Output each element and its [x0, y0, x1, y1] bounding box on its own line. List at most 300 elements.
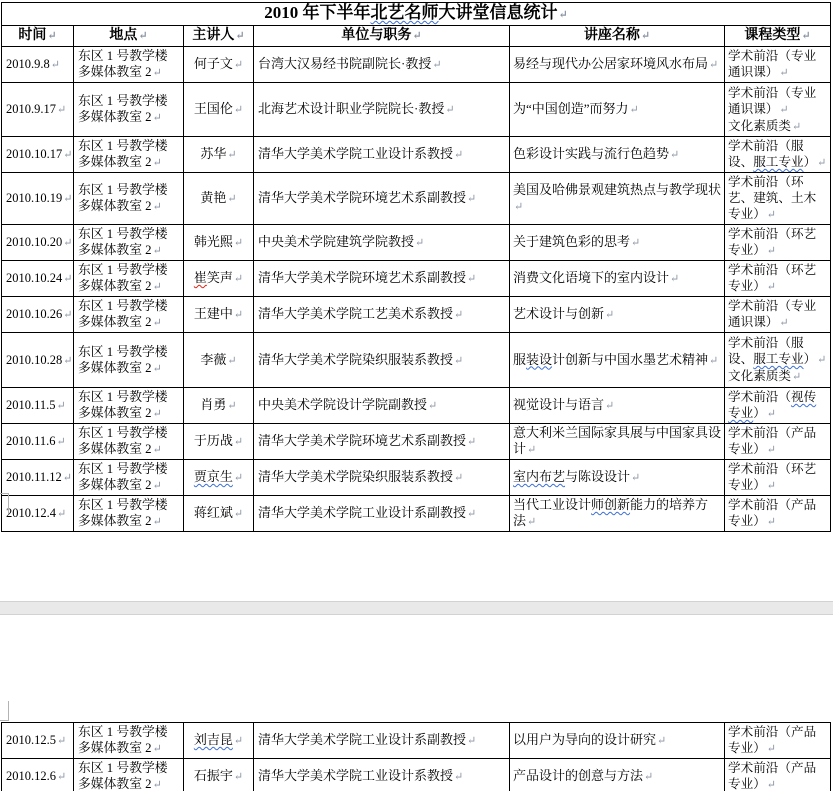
unit-text: 清华大学美术学院工业设计系副教授: [258, 732, 467, 747]
cell-unit-title[interactable]: [254, 723, 510, 759]
cell-course-type[interactable]: [725, 424, 831, 460]
cell-time[interactable]: [2, 225, 74, 261]
paragraph-mark-icon: ↵: [57, 735, 67, 747]
date-text: 2010.10.17: [6, 147, 63, 161]
location-line-1: 东区 1 号教学楼: [78, 49, 168, 63]
cell-unit-title[interactable]: [254, 297, 510, 333]
cell-location[interactable]: [74, 137, 184, 173]
paragraph-mark-icon: ↵: [152, 317, 162, 329]
cell-lecture-name[interactable]: [510, 424, 725, 460]
cell-lecture-name[interactable]: [510, 333, 725, 388]
cell-location[interactable]: [74, 460, 184, 496]
text-run: 能力的培养方法: [513, 497, 709, 528]
location-line-2: 多媒体教室 2↵: [78, 514, 162, 528]
cell-unit-title[interactable]: [254, 496, 510, 532]
text-run: 韩光熙: [193, 234, 233, 249]
paragraph-mark-icon: ↵: [445, 104, 455, 116]
cell-course-type[interactable]: [725, 496, 831, 532]
cell-course-type[interactable]: [725, 261, 831, 297]
column-header-3[interactable]: [254, 26, 510, 47]
course-type-paragraph: [728, 335, 828, 368]
unit-text: 清华大学美术学院工业设计系教授: [258, 146, 454, 161]
paragraph-mark-icon: ↵: [766, 743, 776, 755]
location-line-2: 多媒体教室 2↵: [78, 155, 162, 169]
course-type-paragraph: [728, 262, 828, 295]
location-line-1: 东区 1 号教学楼: [78, 390, 168, 404]
cell-lecture-name[interactable]: [510, 723, 725, 759]
cell-unit-title[interactable]: [254, 47, 510, 83]
paragraph-mark-icon: ↵: [605, 400, 615, 412]
spellcheck-wavy-text: 刘吉昆: [193, 732, 233, 747]
paragraph-mark-icon: ↵: [766, 209, 776, 221]
cell-lecture-name[interactable]: [510, 137, 725, 173]
text-run: 文化素质类: [728, 369, 791, 383]
date-text: 2010.10.26: [6, 307, 63, 321]
paragraph-mark-icon: ↵: [657, 735, 667, 747]
table-row: [2, 225, 831, 261]
date-text: 2010.9.17: [6, 102, 56, 116]
cell-course-type[interactable]: [725, 47, 831, 83]
paragraph-mark-icon: ↵: [233, 735, 244, 747]
cell-lecture-name[interactable]: [510, 83, 725, 137]
unit-text: 清华大学美术学院环境艺术系副教授: [258, 190, 467, 205]
paragraph-mark-icon: ↵: [152, 245, 162, 257]
table-row: [2, 460, 831, 496]
cell-time[interactable]: [2, 460, 74, 496]
paragraph-mark-icon: ↵: [766, 245, 776, 257]
course-type-paragraph: [728, 174, 828, 223]
paragraph-mark-icon: ↵: [233, 104, 244, 116]
cell-unit-title[interactable]: [254, 261, 510, 297]
paragraph-mark-icon: ↵: [817, 354, 827, 366]
header-text: 地点: [109, 28, 138, 43]
cell-time[interactable]: [2, 759, 74, 791]
paragraph-mark-icon: ↵: [152, 201, 162, 213]
location-line-2: 多媒体教室 2↵: [78, 442, 162, 456]
text-run: 以用户为导向的设计研究: [513, 732, 657, 747]
paragraph-mark-icon: ↵: [152, 743, 162, 755]
cell-speaker[interactable]: [184, 333, 254, 388]
cell-location[interactable]: [74, 388, 184, 424]
text-run: 美国及哈佛景观建筑热点与教学现状: [513, 182, 722, 197]
paragraph-mark-icon: ↵: [227, 149, 237, 161]
paragraph-mark-icon: ↵: [514, 201, 524, 213]
location-line-2: 多媒体教室 2↵: [78, 243, 162, 257]
cell-lecture-name[interactable]: [510, 759, 725, 791]
date-text: 2010.12.5: [6, 733, 56, 747]
course-type-paragraph: [728, 85, 828, 118]
cell-location[interactable]: [74, 496, 184, 532]
paragraph-mark-icon: ↵: [63, 309, 73, 321]
cell-course-type[interactable]: [725, 137, 831, 173]
cell-time[interactable]: [2, 261, 74, 297]
cell-lecture-name[interactable]: [510, 460, 725, 496]
course-type-paragraph: [728, 760, 828, 791]
course-type-paragraph: [728, 389, 828, 422]
paragraph-mark-icon: ↵: [56, 400, 66, 412]
location-line-2: 多媒体教室 2↵: [78, 478, 162, 492]
paragraph-mark-icon: ↵: [454, 354, 464, 367]
cell-time[interactable]: [2, 723, 74, 759]
cell-location[interactable]: [74, 297, 184, 333]
cell-speaker[interactable]: [184, 261, 254, 297]
paragraph-mark-icon: ↵: [152, 444, 162, 456]
cell-location[interactable]: [74, 83, 184, 137]
lecture-info-table-page1[interactable]: [1, 2, 831, 532]
paragraph-mark-icon: ↵: [817, 157, 827, 169]
course-type-paragraph: [728, 461, 828, 494]
paragraph-mark-icon: ↵: [56, 436, 66, 448]
cell-speaker[interactable]: [184, 173, 254, 225]
cell-time[interactable]: [2, 173, 74, 225]
cell-time[interactable]: [2, 333, 74, 388]
table-row: [2, 388, 831, 424]
location-line-2: 多媒体教室 2↵: [78, 406, 162, 420]
table-row: [2, 83, 831, 137]
text-run: 学术前沿（环艺专业）: [728, 462, 817, 492]
paragraph-mark-icon: ↵: [670, 273, 680, 285]
table-row: [2, 261, 831, 297]
cell-time[interactable]: [2, 388, 74, 424]
course-type-paragraph: [728, 226, 828, 259]
column-header-5[interactable]: [725, 26, 831, 47]
location-line-2: 多媒体教室 2↵: [78, 315, 162, 329]
location-line-1: 东区 1 号教学楼: [78, 94, 168, 108]
table-row: [2, 137, 831, 173]
location-line-2: 多媒体教室 2↵: [78, 110, 162, 124]
cell-time[interactable]: [2, 47, 74, 83]
paragraph-mark-icon: ↵: [709, 354, 719, 367]
paragraph-mark-icon: ↵: [766, 444, 776, 456]
cell-unit-title[interactable]: [254, 460, 510, 496]
cell-unit-title[interactable]: [254, 225, 510, 261]
date-text: 2010.12.6: [6, 769, 56, 783]
location-line-1: 东区 1 号教学楼: [78, 227, 168, 241]
title-wavy-text: 北艺名师: [370, 3, 439, 22]
location-line-1: 东区 1 号教学楼: [78, 426, 168, 440]
paragraph-mark-icon: ↵: [454, 771, 464, 783]
paragraph-mark-icon: ↵: [57, 771, 67, 783]
paragraph-mark-icon: ↵: [527, 516, 537, 528]
text-run: 何子文: [193, 56, 233, 71]
spellcheck-wavy-text: 室内布艺: [513, 469, 566, 484]
paragraph-mark-icon: ↵: [233, 59, 244, 71]
text-run: 学术前沿（产品专业）: [728, 725, 817, 755]
paragraph-mark-icon: ↵: [779, 103, 789, 116]
unit-text: 北海艺术设计职业学院院长·教授: [258, 101, 445, 116]
cell-course-type[interactable]: [725, 460, 831, 496]
cell-speaker[interactable]: [184, 137, 254, 173]
paragraph-mark-icon: ↵: [467, 508, 477, 520]
column-header-1[interactable]: [74, 26, 184, 47]
unit-text: 清华大学美术学院工业设计系教授: [258, 768, 454, 783]
header-text: 主讲人: [192, 28, 235, 43]
paragraph-mark-icon: ↵: [227, 354, 237, 367]
cell-course-type[interactable]: [725, 297, 831, 333]
text-run: 肖勇: [200, 397, 227, 412]
spellcheck-wavy-text: 服工专业: [753, 155, 804, 169]
cell-lecture-name[interactable]: [510, 388, 725, 424]
paragraph-mark-icon: ↵: [152, 112, 162, 124]
text-run: 于历战: [193, 433, 233, 448]
text-run: 学术前沿（专业通识课）: [728, 49, 817, 79]
cell-course-type[interactable]: [725, 173, 831, 225]
text-run: 产品设计的创意与方法: [513, 768, 644, 783]
text-run: 计创新与中国水墨艺术精神: [552, 351, 709, 367]
cell-lecture-name[interactable]: [510, 47, 725, 83]
paragraph-mark-icon: ↵: [235, 30, 245, 42]
date-text: 2010.10.28: [6, 352, 63, 367]
cell-speaker[interactable]: [184, 225, 254, 261]
course-type-paragraph: [728, 48, 828, 81]
location-line-1: 东区 1 号教学楼: [78, 462, 168, 476]
date-text: 2010.12.4: [6, 506, 56, 520]
column-header-0[interactable]: [2, 26, 74, 47]
paragraph-mark-icon: ↵: [63, 354, 73, 367]
table-row: [2, 496, 831, 532]
cell-unit-title[interactable]: [254, 424, 510, 460]
paragraph-mark-icon: ↵: [791, 120, 802, 133]
location-line-1: 东区 1 号教学楼: [78, 263, 168, 277]
cell-location[interactable]: [74, 261, 184, 297]
text-run: 学术前沿（专业通识课）: [728, 85, 817, 116]
cell-speaker[interactable]: [184, 297, 254, 333]
cell-time[interactable]: [2, 297, 74, 333]
paragraph-mark-icon: ↵: [152, 408, 162, 420]
table-row: [2, 424, 831, 460]
paragraph-mark-icon: ↵: [63, 237, 73, 249]
paragraph-mark-icon: ↵: [766, 281, 776, 293]
table-row: [2, 333, 831, 388]
date-text: 2010.11.5: [6, 398, 56, 412]
paragraph-mark-icon: ↵: [454, 472, 464, 484]
paragraph-mark-icon: ↵: [233, 508, 244, 520]
page-margin-corner-mark-top: [0, 701, 9, 721]
text-run: 消费文化语境下的室内设计: [513, 270, 670, 285]
text-run: 学术前沿（环艺专业）: [728, 263, 817, 293]
paragraph-mark-icon: ↵: [670, 149, 680, 161]
course-type-paragraph: [728, 368, 828, 385]
paragraph-mark-icon: ↵: [791, 371, 802, 383]
paragraph-mark-icon: ↵: [152, 67, 162, 79]
cell-course-type[interactable]: [725, 225, 831, 261]
title-row: [2, 3, 831, 26]
paragraph-mark-icon: ↵: [766, 408, 776, 420]
cell-unit-title[interactable]: [254, 83, 510, 137]
location-line-1: 东区 1 号教学楼: [78, 139, 168, 153]
text-run: 与陈设设计: [565, 469, 631, 484]
cell-course-type[interactable]: [725, 83, 831, 137]
date-text: 2010.10.19: [6, 191, 63, 205]
paragraph-mark-icon: ↵: [152, 516, 162, 528]
cell-course-type[interactable]: [725, 759, 831, 791]
page-margin-corner-mark-bottom: [0, 493, 9, 514]
title-text: 大讲堂信息统计: [438, 3, 558, 22]
course-type-paragraph: [728, 118, 828, 135]
course-type-paragraph: [728, 425, 828, 458]
cell-location[interactable]: [74, 723, 184, 759]
paragraph-mark-icon: ↵: [233, 436, 244, 448]
header-text: 单位与职务: [341, 28, 412, 43]
header-text: 课程类型: [744, 28, 801, 43]
text-run: 易经与现代办公居家环境风水布局: [513, 56, 709, 71]
paragraph-mark-icon: ↵: [709, 59, 719, 71]
paragraph-mark-icon: ↵: [631, 237, 641, 249]
cell-location[interactable]: [74, 759, 184, 791]
location-line-2: 多媒体教室 2↵: [78, 199, 162, 213]
table-row: [2, 297, 831, 333]
paragraph-mark-icon: ↵: [558, 9, 568, 21]
cell-course-type[interactable]: [725, 388, 831, 424]
lecture-info-table-page2[interactable]: [1, 722, 831, 791]
paragraph-mark-icon: ↵: [233, 237, 244, 249]
document-title[interactable]: [2, 3, 831, 26]
cell-time[interactable]: [2, 424, 74, 460]
text-run: 学术前沿（服设、: [728, 139, 804, 169]
paragraph-mark-icon: ↵: [779, 317, 789, 329]
text-run: ）: [753, 406, 766, 420]
cell-course-type[interactable]: [725, 723, 831, 759]
cell-speaker[interactable]: [184, 460, 254, 496]
date-text: 2010.10.20: [6, 235, 63, 249]
text-run: 为“中国创造”而努力: [513, 101, 629, 116]
cell-location[interactable]: [74, 225, 184, 261]
cell-speaker[interactable]: [184, 759, 254, 791]
spellcheck-wavy-text: 服工专业: [753, 352, 804, 366]
text-run: 学术前沿（产品专业）: [728, 426, 817, 456]
text-run: 关于建筑色彩的思考: [513, 234, 631, 249]
paragraph-mark-icon: ↵: [454, 149, 464, 161]
location-line-1: 东区 1 号教学楼: [78, 183, 168, 197]
course-type-paragraph: [728, 138, 828, 171]
cell-lecture-name[interactable]: [510, 297, 725, 333]
text-run: 当代工业设计: [513, 497, 592, 512]
date-text: 2010.9.8: [6, 57, 50, 71]
cell-lecture-name[interactable]: [510, 173, 725, 225]
cell-time[interactable]: [2, 496, 74, 532]
location-line-1: 东区 1 号教学楼: [78, 299, 168, 313]
text-run: 王建中: [193, 306, 233, 321]
cell-unit-title[interactable]: [254, 759, 510, 791]
text-run: 苏华: [200, 146, 227, 161]
paragraph-mark-icon: ↵: [412, 30, 422, 42]
paragraph-mark-icon: ↵: [227, 400, 237, 412]
paragraph-mark-icon: ↵: [152, 480, 162, 492]
paragraph-mark-icon: ↵: [454, 309, 464, 321]
paragraph-mark-icon: ↵: [428, 400, 438, 412]
paragraph-mark-icon: ↵: [766, 516, 776, 528]
text-run: 黄艳: [200, 190, 227, 205]
text-run: ）: [803, 155, 817, 169]
cell-location[interactable]: [74, 47, 184, 83]
cell-location[interactable]: [74, 424, 184, 460]
cell-unit-title[interactable]: [254, 388, 510, 424]
paragraph-mark-icon: ↵: [63, 273, 73, 285]
paragraph-mark-icon: ↵: [57, 508, 67, 520]
course-type-paragraph: [728, 724, 828, 757]
text-run: 学术前沿（产品专业）: [728, 761, 817, 791]
header-text: 讲座名称: [583, 28, 640, 43]
text-run: 学术前沿（服设、: [728, 336, 804, 366]
column-header-4[interactable]: [510, 26, 725, 47]
cell-time[interactable]: [2, 137, 74, 173]
unit-text: 清华大学美术学院工业设计系副教授: [258, 505, 467, 520]
location-line-1: 东区 1 号教学楼: [78, 725, 168, 739]
location-line-1: 东区 1 号教学楼: [78, 761, 168, 775]
spellcheck-wavy-text: 视传专业: [728, 390, 817, 420]
text-run: 意大利米兰国际家具展与中国家具设计: [513, 425, 722, 456]
cell-location[interactable]: [74, 333, 184, 388]
cell-speaker[interactable]: [184, 388, 254, 424]
title-text: 2010 年下半年: [264, 3, 371, 22]
unit-text: 中央美术学院设计学院副教授: [258, 397, 428, 412]
column-header-2[interactable]: [184, 26, 254, 47]
table-row: [2, 759, 831, 791]
location-line-2: 多媒体教室 2↵: [78, 777, 162, 791]
paragraph-mark-icon: ↵: [467, 193, 477, 205]
cell-speaker[interactable]: [184, 83, 254, 137]
cell-lecture-name[interactable]: [510, 225, 725, 261]
paragraph-mark-icon: ↵: [766, 779, 776, 791]
cell-course-type[interactable]: [725, 333, 831, 388]
paragraph-mark-icon: ↵: [432, 59, 442, 71]
spellcheck-wavy-text: 贾京生: [193, 469, 233, 484]
cell-speaker[interactable]: [184, 47, 254, 83]
cell-unit-title[interactable]: [254, 137, 510, 173]
text-run: 李薇: [200, 351, 227, 367]
unit-text: 清华大学美术学院染织服装系教授: [258, 469, 454, 484]
cell-lecture-name[interactable]: [510, 261, 725, 297]
paragraph-mark-icon: ↵: [63, 149, 73, 161]
cell-speaker[interactable]: [184, 496, 254, 532]
text-run: 石振宇: [193, 768, 233, 783]
text-run: ）: [803, 352, 817, 366]
cell-speaker[interactable]: [184, 723, 254, 759]
table-row: [2, 47, 831, 83]
cell-unit-title[interactable]: [254, 173, 510, 225]
cell-location[interactable]: [74, 173, 184, 225]
location-line-2: 多媒体教室 2↵: [78, 279, 162, 293]
page-break-separator: [0, 601, 833, 615]
cell-speaker[interactable]: [184, 424, 254, 460]
header-row: [2, 26, 831, 47]
paragraph-mark-icon: ↵: [527, 444, 537, 456]
location-line-1: 东区 1 号教学楼: [78, 344, 168, 359]
text-run: 文化素质类: [728, 118, 791, 133]
spellcheck-wavy-text: 师创新: [591, 497, 631, 512]
paragraph-mark-icon: ↵: [50, 59, 60, 71]
location-line-2: 多媒体教室 2↵: [78, 360, 162, 375]
paragraph-mark-icon: ↵: [467, 735, 477, 747]
cell-lecture-name[interactable]: [510, 496, 725, 532]
date-text: 2010.11.12: [6, 470, 62, 484]
spellcheck-wavy-text: 崔: [193, 270, 207, 285]
course-type-paragraph: [728, 497, 828, 530]
paragraph-mark-icon: ↵: [629, 104, 639, 116]
paragraph-mark-icon: ↵: [152, 362, 162, 375]
table-row: [2, 173, 831, 225]
paragraph-mark-icon: ↵: [779, 67, 789, 79]
paragraph-mark-icon: ↵: [152, 779, 162, 791]
paragraph-mark-icon: ↵: [766, 480, 776, 492]
text-run: 色彩设计实践与流行色趋势: [513, 146, 670, 161]
cell-unit-title[interactable]: [254, 333, 510, 388]
text-run: 学术前沿（产品专业）: [728, 498, 817, 528]
cell-time[interactable]: [2, 83, 74, 137]
table-row: [2, 723, 831, 759]
paragraph-mark-icon: ↵: [152, 157, 162, 169]
paragraph-mark-icon: ↵: [801, 30, 811, 42]
